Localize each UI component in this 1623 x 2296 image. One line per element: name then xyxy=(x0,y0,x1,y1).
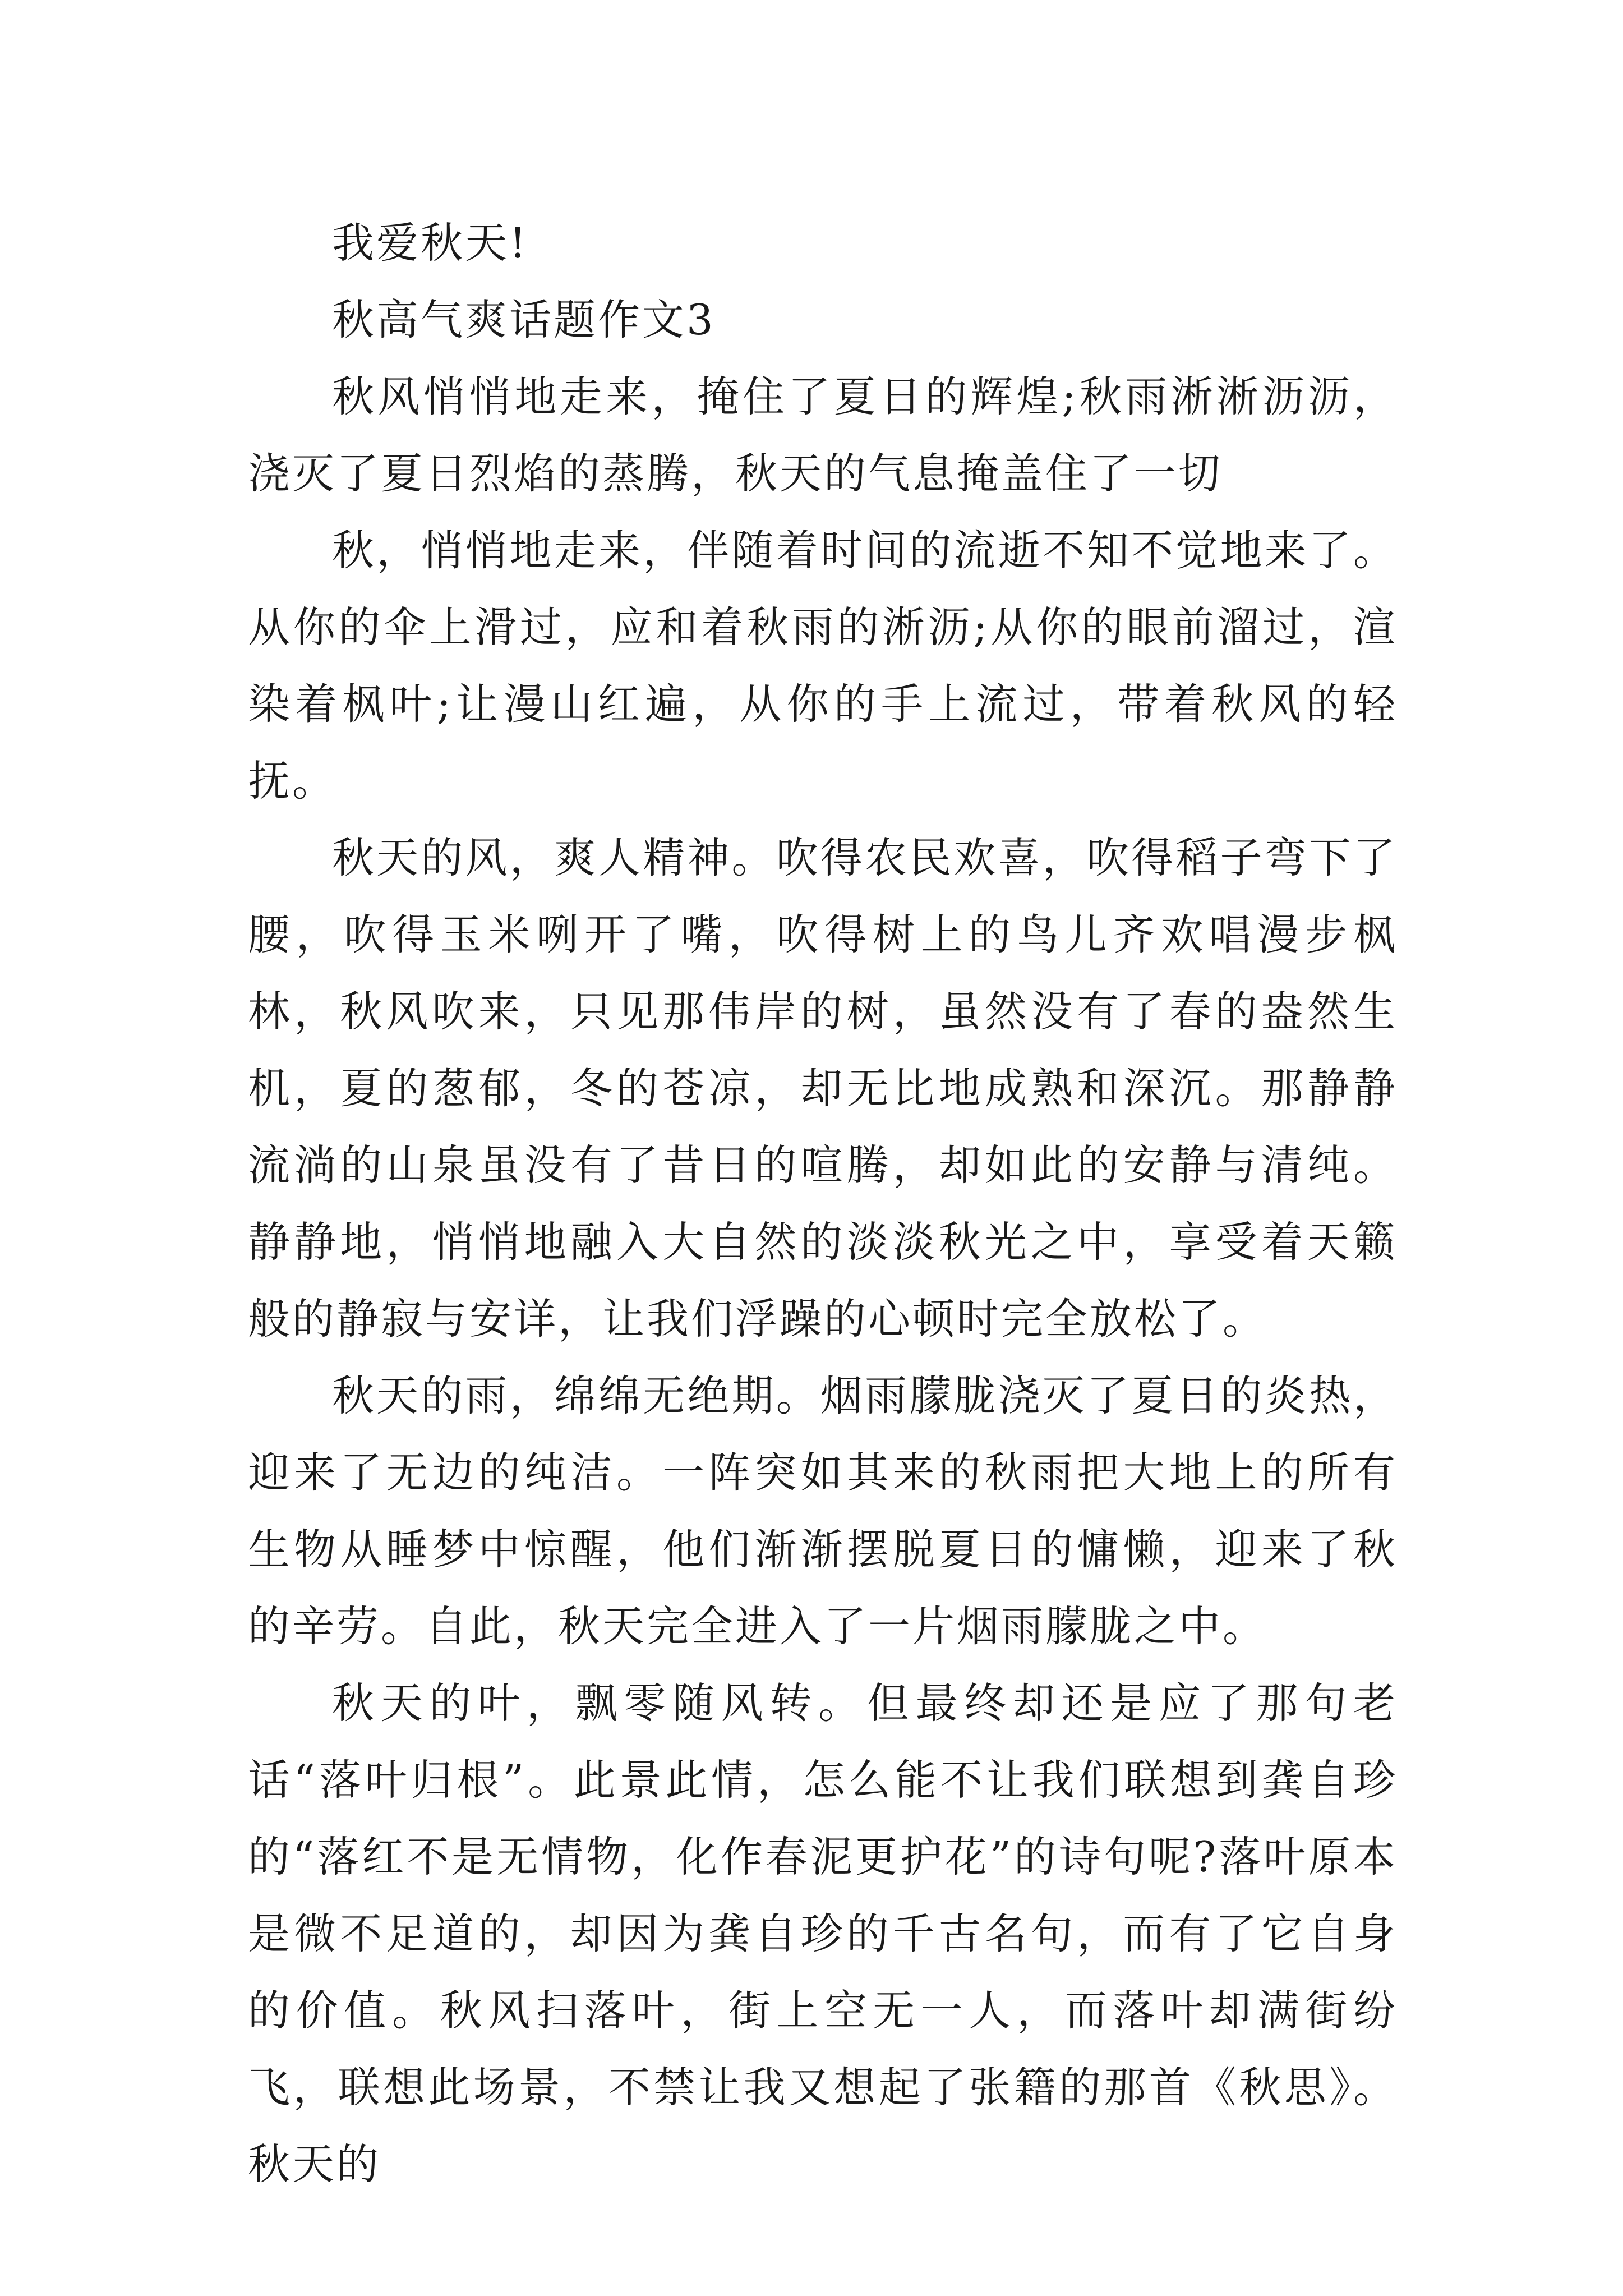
paragraph-autumn-arrives: 秋，悄悄地走来，伴随着时间的流逝不知不觉地来了。从你的伞上滑过，应和着秋雨的淅沥;从你的眼前溜过，渲染着枫叶;让漫山红遍，从你的手上流过，带着秋风的轻抚。 xyxy=(248,526,1398,806)
article-body xyxy=(248,205,1398,2203)
paragraph-autumn-leaves: 秋天的叶，飘零随风转。但最终却还是应了那句老话“落叶归根”。此景此情，怎么能不让我们联想到龚自珍的“落红不是无情物，化作春泥更护花”的诗句呢?落叶原本是微不足道的，却因为龚自珍的千古名句，而有了它自身的价值。秋风扫落叶，街上空无一人，而落叶却满街纷飞，联想此场景，不禁让我又想起了张籍的那首《秋思》。秋天的 xyxy=(248,1678,1398,2189)
essay-heading: 秋高气爽话题作文3 xyxy=(332,295,716,344)
paragraph-autumn-wind: 秋天的风，爽人精神。吹得农民欢喜，吹得稻子弯下了腰，吹得玉米咧开了嘴，吹得树上的鸟儿齐欢唱漫步枫林，秋风吹来，只见那伟岸的树，虽然没有了春的盎然生机，夏的葱郁，冬的苍凉，却无比地成熟和深沉。那静静流淌的山泉虽没有了昔日的喧腾，却如此的安静与清纯。静静地，悄悄地融入大自然的淡淡秋光之中，享受着天籁般的静寂与安详，让我们浮躁的心顿时完全放松了。 xyxy=(248,833,1398,1343)
paragraph-closing-line: 我爱秋天! xyxy=(332,218,529,268)
paragraph-intro: 秋风悄悄地走来，掩住了夏日的辉煌;秋雨淅淅沥沥，浇灭了夏日烈焰的蒸腾，秋天的气息掩盖住了一切 xyxy=(248,372,1398,498)
paragraph-autumn-rain: 秋天的雨，绵绵无绝期。烟雨朦胧浇灭了夏日的炎热，迎来了无边的纯洁。一阵突如其来的秋雨把大地上的所有生物从睡梦中惊醒，他们渐渐摆脱夏日的慵懒，迎来了秋的辛劳。自此，秋天完全进入了一片烟雨朦胧之中。 xyxy=(248,1371,1398,1651)
